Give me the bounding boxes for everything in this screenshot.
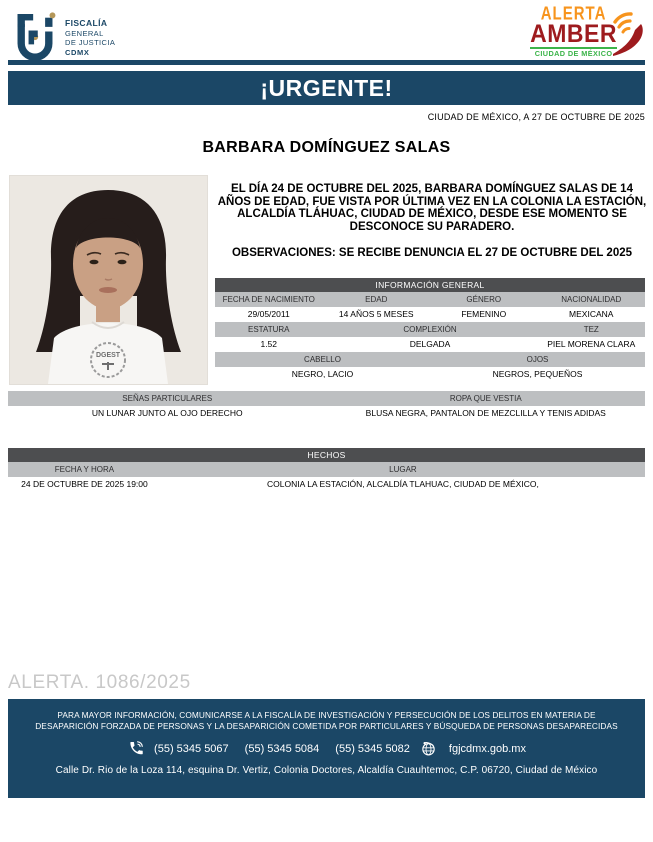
fgj-line-general: GENERAL bbox=[65, 28, 104, 38]
label-estatura: ESTATURA bbox=[215, 322, 323, 337]
value-complexion: DELGADA bbox=[323, 337, 538, 352]
observations-text: OBSERVACIONES: SE RECIBE DENUNCIA EL 27 DE OCTUBRE DEL 2025 bbox=[231, 247, 633, 259]
missing-person-name: BARBARA DOMÍNGUEZ SALAS bbox=[202, 139, 451, 156]
missing-person-photo bbox=[10, 176, 207, 384]
label-genero: GÉNERO bbox=[430, 292, 538, 307]
header-divider bbox=[8, 60, 645, 65]
hechos-table bbox=[8, 448, 645, 492]
footer-info-text: PARA MAYOR INFORMACIÓN, COMUNICARSE A LA FISCALÍA DE INVESTIGACIÓN Y PERSECUCIÓN DE LOS DELITOS EN MATERIA DE DESAPARICIÓN FORZADA DE PERSONAS Y LA DESAPARICIÓN COMETIDA POR PARTICULARES Y BÚSQUEDA DE PERSONAS DESAPARECIDAS bbox=[35, 710, 618, 731]
fgj-line-fiscalia: FISCALÍA bbox=[65, 18, 108, 28]
amber-word-amber: AMBER bbox=[530, 18, 617, 48]
footer-website: fgjcdmx.gob.mx bbox=[448, 742, 526, 755]
alert-number: ALERTA. 1086/2025 bbox=[8, 672, 191, 693]
senas-labels-row bbox=[8, 391, 645, 406]
hechos-title: HECHOS bbox=[8, 448, 645, 462]
label-ojos: OJOS bbox=[430, 352, 645, 367]
label-lugar: LUGAR bbox=[161, 462, 645, 477]
info-labels-row-1 bbox=[215, 292, 645, 307]
footer bbox=[8, 699, 645, 798]
value-ojos: NEGROS, PEQUEÑOS bbox=[430, 367, 645, 382]
value-senas-particulares: UN LUNAR JUNTO AL OJO DERECHO bbox=[8, 406, 327, 421]
label-complexion: COMPLEXIÓN bbox=[323, 322, 538, 337]
label-fecha-nacimiento: FECHA DE NACIMIENTO bbox=[215, 292, 323, 307]
amber-word-alerta: ALERTA bbox=[540, 3, 607, 25]
info-values-row-2 bbox=[215, 337, 645, 352]
label-nacionalidad: NACIONALIDAD bbox=[538, 292, 646, 307]
description-paragraph: EL DÍA 24 DE OCTUBRE DEL 2025, BARBARA DOMÍNGUEZ SALAS DE 14 AÑOS DE EDAD, FUE VISTA POR ÚLTIMA VEZ EN LA COLONIA LA ESTACIÓN, ALCALDÍA TLÁHUAC, CIUDAD DE MÉXICO, DESDE ESE MOMENTO SE DESCONOCE SU PARADERO. bbox=[217, 183, 647, 233]
value-fecha-nacimiento: 29/05/2011 bbox=[215, 307, 323, 322]
value-lugar: COLONIA LA ESTACIÓN, ALCALDÍA TLAHUAC, CIUDAD DE MÉXICO, bbox=[161, 477, 645, 492]
senas-values-row bbox=[8, 406, 645, 421]
info-labels-row-2 bbox=[215, 322, 645, 337]
footer-contact-row bbox=[8, 740, 645, 757]
info-table-title: INFORMACIÓN GENERAL bbox=[215, 278, 645, 292]
hechos-values-row bbox=[8, 477, 645, 492]
fgj-cdmx-logo bbox=[12, 12, 115, 62]
info-labels-row-3 bbox=[215, 352, 645, 367]
amber-word-city: CIUDAD DE MÉXICO bbox=[530, 47, 617, 57]
label-fecha-y-hora: FECHA Y HORA bbox=[8, 462, 161, 477]
label-cabello: CABELLO bbox=[215, 352, 430, 367]
label-tez: TEZ bbox=[538, 322, 646, 337]
label-ropa-que-vestia: ROPA QUE VESTIA bbox=[327, 391, 646, 406]
description-block bbox=[217, 183, 647, 260]
info-values-row-1 bbox=[215, 307, 645, 322]
globe-icon bbox=[420, 740, 437, 757]
fgj-line-cdmx: CDMX bbox=[65, 47, 90, 57]
value-tez: PIEL MORENA CLARA bbox=[538, 337, 646, 352]
value-genero: FEMENINO bbox=[430, 307, 538, 322]
footer-phones bbox=[154, 743, 410, 755]
phone-number-2: (55) 5345 5084 bbox=[244, 742, 320, 755]
urgent-banner bbox=[8, 71, 645, 105]
fgj-monogram-icon bbox=[12, 12, 58, 62]
phone-number-3: (55) 5345 5082 bbox=[335, 742, 410, 755]
senas-ropa-table bbox=[8, 391, 645, 421]
info-values-row-3 bbox=[215, 367, 645, 382]
phone-icon bbox=[127, 740, 144, 757]
urgent-banner-text: ¡URGENTE! bbox=[260, 75, 393, 101]
dateline: CIUDAD DE MÉXICO, A 27 DE OCTUBRE DE 2025 bbox=[427, 112, 645, 122]
footer-address: Calle Dr. Rio de la Loza 114, esquina Dr. Vertiz, Colonia Doctores, Alcaldía Cuauhtemoc, C.P. 06720, Ciudad de México bbox=[55, 765, 598, 776]
value-edad: 14 AÑOS 5 MESES bbox=[323, 307, 431, 322]
value-estatura: 1.52 bbox=[215, 337, 323, 352]
label-senas-particulares: SEÑAS PARTICULARES bbox=[8, 391, 327, 406]
label-edad: EDAD bbox=[323, 292, 431, 307]
value-ropa-que-vestia: BLUSA NEGRA, PANTALON DE MEZCLILLA Y TENIS ADIDAS bbox=[327, 406, 646, 421]
value-cabello: NEGRO, LACIO bbox=[215, 367, 430, 382]
fgj-wordmark bbox=[65, 12, 115, 57]
portrait-image bbox=[10, 176, 207, 384]
alerta-amber-logo bbox=[530, 3, 645, 58]
general-info-table bbox=[215, 278, 645, 382]
value-nacionalidad: MEXICANA bbox=[538, 307, 646, 322]
phone-number-1: (55) 5345 5067 bbox=[154, 742, 229, 755]
alerta-amber-wordmark bbox=[530, 3, 617, 58]
photo-shirt-text: DGEST bbox=[95, 352, 121, 359]
fgj-line-justicia: DE JUSTICIA bbox=[65, 38, 116, 47]
value-fecha-y-hora: 24 DE OCTUBRE DE 2025 19:00 bbox=[8, 477, 161, 492]
hechos-labels-row bbox=[8, 462, 645, 477]
